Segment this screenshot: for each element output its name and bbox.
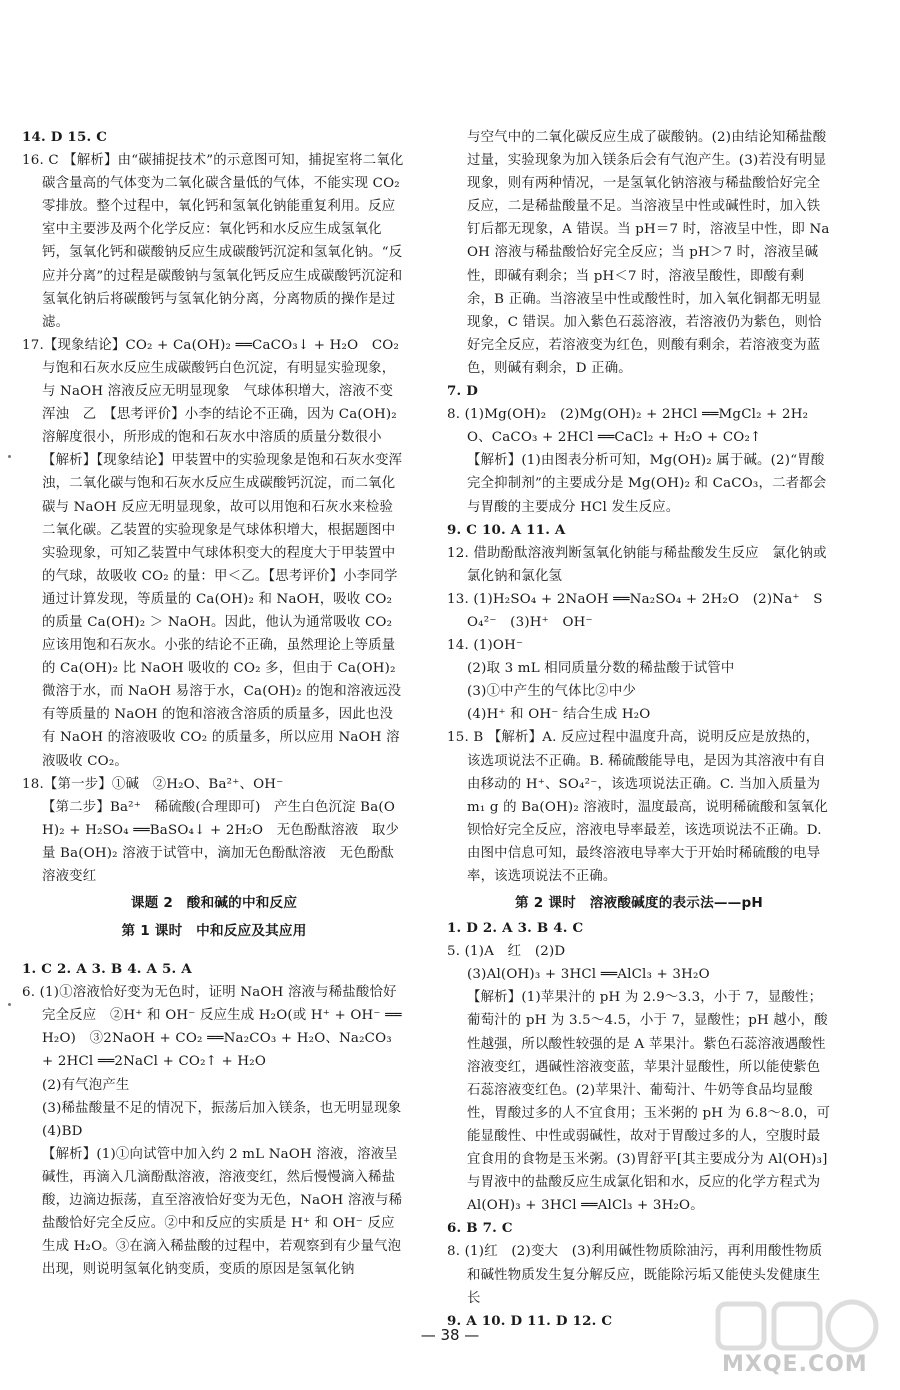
answer-16: 16. C 【解析】由“碳捕捉技术”的示意图可知，捕捉室将二氧化碳含量高的气体变为二氧化碳含量低的气体，不能实现 CO₂ 零排放。整个过程中，氧化钙和氢氧化钠能重复利用。反应室中主要涉及两个化学反应：氧化钙和水反应生成氢氧化钙，氢氧化钙和碳酸钠反应生成碳酸钙沉淀和氢氧化钠。“反应并分离”的过程是碳酸钠与氢氧化钙反应生成碳酸钙沉淀和氢氧化钠后将碳酸钙与氢氧化钠分离，分离物质的操作是过滤。 [22,153,404,330]
answer-17-analysis: 【解析】【现象结论】甲装置中的实验现象是饱和石灰水变浑浊，二氧化碳与饱和石灰水反应生成碳酸钙沉淀，而二氧化碳与 NaOH 反应无明显现象，故可以用饱和石灰水来检验二氧化碳。乙装置的实验现象是气球体积增大，根据题图中实验现象，可知乙装置中气球体积变大的程度大于甲装置中的气球，故吸收 CO₂ 的量：甲＜乙。【思考评价】小李同学通过计算发现，等质量的 Ca(OH)₂ 和 NaOH，吸收 CO₂ 的质量 Ca(OH)₂ ＞ NaOH。因此，他认为通常吸收 CO₂ 应该用饱和石灰水。小张的结论不正确，虽然理论上等质量的 Ca(OH)₂ 比 NaOH 吸收的 CO₂ 多，但由于 Ca(OH)₂ 微溶于水，而 NaOH 易溶于水，Ca(OH)₂ 的饱和溶液远没有等质量的 NaOH 的饱和溶液含溶质的质量多，因此也没有 NaOH 的溶液吸收 CO₂ 的质量多，所以应用 NaOH 溶液吸收 CO₂。 [42,453,403,769]
watermark-text: MXQE.COM [722,1352,868,1377]
answer-7: 7. D [447,383,479,400]
answer-8: 8. (1)Mg(OH)₂ (2)Mg(OH)₂ + 2HCl ══MgCl₂ + 2H₂O、CaCO₃ + 2HCl ══CaCl₂ + H₂O + CO₂↑ [447,407,809,446]
lesson-heading: 第 1 课时 中和反应及其应用 [121,923,307,940]
answers-1-4: 1. D 2. A 3. B 4. C [447,920,584,937]
answer-14-2: (2)取 3 mL 相同质量分数的稀盐酸于试管中 [467,661,735,677]
answer-15: 15. B 【解析】A. 反应过程中温度升高，说明反应是放热的，该选项说法不正确。B. 稀硫酸能导电，是因为其溶液中有自由移动的 H⁺、SO₄²⁻，该选项说法正确。C. 当加入质量为 m₁ g 的 Ba(OH)₂ 溶液时，温度最高，说明稀硫酸和氢氧化钡恰好完全反应，溶液电导率最差，该选项说法不正确。D. 由图中信息可知，最终溶液电导率大于开始时稀硫酸的电导率，该选项说法不正确。 [447,730,828,884]
answer-18-step2: 【第二步】Ba²⁺ 稀硫酸(合理即可) 产生白色沉淀 Ba(OH)₂ + H₂SO₄ ══BaSO₄↓ + 2H₂O 无色酚酞溶液 取少量 Ba(OH)₂ 溶液于试管中，滴加无色酚酞溶液 无色酚酞溶液变红 [42,799,400,884]
section-heading: 课题 2 酸和碱的中和反应 [130,895,298,912]
answer-6-4: (4)BD [42,1123,83,1139]
left-column [22,126,406,1281]
answer-14-3: (3)①中产生的气体比②中少 [467,684,637,700]
answer-6-analysis: 【解析】(1)①向试管中加入约 2 mL NaOH 溶液，溶液呈碱性，再滴入几滴酚酞溶液，溶液变红，然后慢慢滴入稀盐酸，边滴边振荡，直至溶液恰好变为无色，NaOH 溶液与稀盐酸恰好完全反应。②中和反应的实质是 H⁺ 和 OH⁻ 反应生成 H₂O。③在滴入稀盐酸的过程中，若观察到有少量气泡出现，则说明氢氧化钠变质，变质的原因是氢氧化钠 [42,1146,403,1278]
answers-6-7: 6. B 7. C [447,1220,513,1237]
answer-14-15: 14. D 15. C [22,129,108,145]
answer-5: 5. (1)A 红 (2)D [447,944,566,960]
answers-9-11: 9. C 10. A 11. A [447,521,566,538]
answer-6-2: (2)有气泡产生 [42,1077,130,1093]
answers-9-12: 9. A 10. D 11. D 12. C [447,1312,613,1329]
answer-6-3: (3)稀盐酸量不足的情况下，振荡后加入镁条，也无明显现象 [42,1100,402,1116]
answer-17: 17.【现象结论】CO₂ + Ca(OH)₂ ══CaCO₃↓ + H₂O CO₂ 与饱和石灰水反应生成碳酸钙白色沉淀，有明显实验现象，与 NaOH 溶液反应无明显现象 气球体积增大，溶液不变浑浊 乙 【思考评价】小李的结论不正确，因为 Ca(OH)₂ 溶解度很小，所形成的饱和石灰水中溶质的质量分数很小 [22,337,400,446]
answer-18-step1: 18.【第一步】①碱 ②H₂O、Ba²⁺、OH⁻ [22,776,284,792]
answer-14: 14. (1)OH⁻ [447,638,524,654]
lesson-heading-2: 第 2 课时 溶液酸碱度的表示法——pH [515,895,763,912]
answer-8-analysis: 【解析】(1)由图表分析可知，Mg(OH)₂ 属于碱。(2)“胃酸完全抑制剂”的主要成分是 Mg(OH)₂ 和 CaCO₃，二者都会与胃酸的主要成分 HCl 发生反应。 [467,453,827,515]
answer-13: 13. (1)H₂SO₄ + 2NaOH ══Na₂SO₄ + 2H₂O (2)Na⁺ SO₄²⁻ (3)H⁺ OH⁻ [447,591,823,630]
page-number: — 38 — [420,1326,480,1344]
scan-mark [8,455,11,458]
answer-5-3: (3)Al(OH)₃ + 3HCl ══AlCl₃ + 3H₂O [467,967,710,983]
answer-5-analysis: 【解析】(1)苹果汁的 pH 为 2.9～3.3，小于 7，显酸性；葡萄汁的 pH 为 3.5～4.5，小于 7，显酸性；pH 越小，酸性越强，所以酸性较强的是 A 苹果汁。紫色石蕊溶液遇酸性溶液变红，遇碱性溶液变蓝，苹果汁显酸性，所以能使紫色石蕊溶液变红色。(2)苹果汁、葡萄汁、牛奶等食品均显酸性，胃酸过多的人不宜食用；玉米粥的 pH 为 6.8～8.0，可能显酸性、中性或弱碱性，故对于胃酸过多的人，空腹时最宜食用的食物是玉米粥。(3)胃舒平[其主要成分为 Al(OH)₃]与胃液中的盐酸反应生成氯化铝和水，反应的化学方程式为 Al(OH)₃ + 3HCl ══AlCl₃ + 3H₂O。 [467,990,831,1214]
answer-6: 6. (1)①溶液恰好变为无色时，证明 NaOH 溶液与稀盐酸恰好完全反应 ②H⁺ 和 OH⁻ 反应生成 H₂O(或 H⁺ + OH⁻ ══H₂O) ③2NaOH + CO₂ ══Na₂CO₃ + H₂O、Na₂CO₃ + 2HCl ══2NaCl + CO₂↑ + H₂O [22,985,402,1070]
answer-8b: 8. (1)红 (2)变大 (3)利用碱性物质除油污，再利用酸性物质和碱性物质发生复分解反应，既能除污垢又能使头发健康生长 [447,1244,823,1306]
answer-6-analysis-cont: 与空气中的二氧化碳反应生成了碳酸钠。(2)由结论知稀盐酸过量，实验现象为加入镁条后会有气泡产生。(3)若没有明显现象，则有两种情况，一是氢氧化钠溶液与稀盐酸恰好完全反应，二是稀盐酸量不足。当溶液呈中性或碱性时，加入铁钉后都无现象，A 错误。当 pH＝7 时，溶液呈中性，即 NaOH 溶液与稀盐酸恰好完全反应；当 pH＞7 时，溶液呈碱性，即碱有剩余；当 pH＜7 时，溶液呈酸性，即酸有剩余，B 正确。当溶液呈中性或酸性时，加入氧化铜都无明显现象，C 错误。加入紫色石蕊溶液，若溶液仍为紫色，则恰好完全反应，若溶液变为红色，则酸有剩余，若溶液变为蓝色，则碱有剩余，D 正确。 [467,130,830,376]
scan-mark [8,1003,11,1006]
answers-1-5: 1. C 2. A 3. B 4. A 5. A [22,961,192,978]
answer-14-4: (4)H⁺ 和 OH⁻ 结合生成 H₂O [467,707,651,723]
answer-12: 12. 借助酚酞溶液判断氢氧化钠能与稀盐酸发生反应 氯化钠或氯化钠和氯化氢 [447,545,827,584]
right-column [447,126,831,1333]
